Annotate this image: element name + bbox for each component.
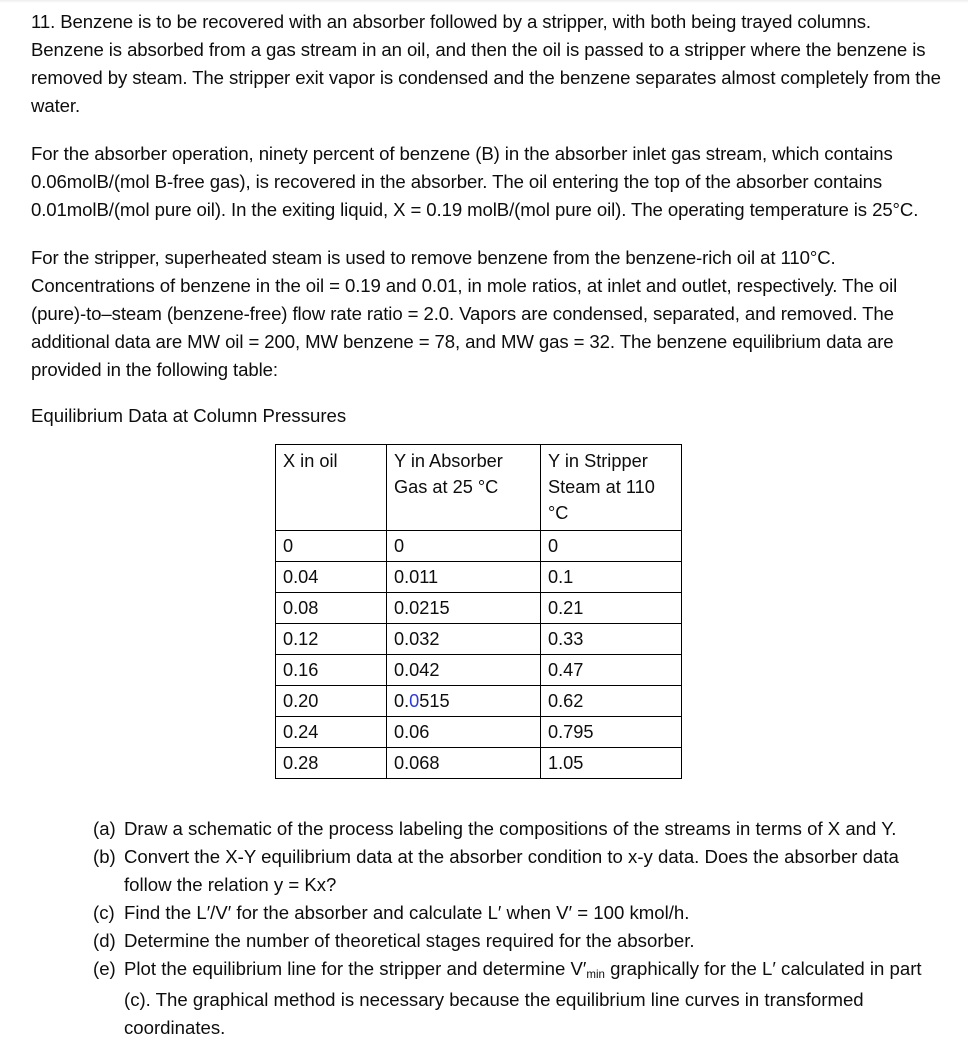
list-marker: (a) bbox=[93, 818, 116, 839]
problem-parts-list bbox=[31, 815, 945, 1042]
list-item-part-c bbox=[31, 899, 945, 927]
cell-y-stripper: 0.47 bbox=[541, 655, 682, 686]
list-marker: (d) bbox=[93, 930, 116, 951]
list-item-text: Draw a schematic of the process labeling the compositions of the streams in terms of X and Y. bbox=[124, 818, 897, 839]
cell-x: 0.12 bbox=[276, 624, 387, 655]
table-row bbox=[276, 655, 682, 686]
list-marker: (b) bbox=[93, 846, 116, 867]
table-row bbox=[276, 531, 682, 562]
table-row bbox=[276, 717, 682, 748]
cell-y-stripper: 0 bbox=[541, 531, 682, 562]
cell-y-absorber: 0.06 bbox=[387, 717, 541, 748]
header-line: Y in Absorber bbox=[394, 451, 503, 471]
table-row bbox=[276, 686, 682, 717]
list-item-part-a bbox=[31, 815, 945, 843]
paragraph-problem-statement: 11. Benzene is to be recovered with an absorber followed by a stripper, with both being trayed columns. Benzene is absorbed from a gas stream in an oil, and then the oil is passed to a stripper where the benzene is removed by steam. The stripper exit vapor is condensed and the benzene separates almost completely from the water. bbox=[31, 11, 941, 116]
highlighted-digit: 0 bbox=[409, 691, 420, 711]
header-line: Gas at 25 °C bbox=[394, 477, 499, 497]
cell-y-absorber: 0 bbox=[387, 531, 541, 562]
paragraph-stripper-conditions: For the stripper, superheated steam is used to remove benzene from the benzene-rich oil at 110°C. Concentrations of benzene in the oil = 0.19 and 0.01, in mole ratios, at inlet and outlet, respectively. The oil (pure)-to–steam (benzene-free) flow rate ratio = 2.0. Vapors are condensed, separated, and removed. The additional data are MW oil = 200, MW benzene = 78, and MW gas = 32. The benzene equilibrium data are provided in the following table: bbox=[31, 247, 898, 380]
cell-y-stripper: 0.21 bbox=[541, 593, 682, 624]
column-header-y-stripper bbox=[541, 445, 682, 531]
cell-y-stripper: 1.05 bbox=[541, 748, 682, 779]
header-line: Steam at 110 bbox=[548, 477, 655, 497]
list-marker: (c) bbox=[93, 902, 115, 923]
cell-y-stripper: 0.795 bbox=[541, 717, 682, 748]
table-row bbox=[276, 562, 682, 593]
list-item-part-b bbox=[31, 843, 945, 899]
cell-y-absorber: 0.0215 bbox=[387, 593, 541, 624]
list-item-part-e bbox=[31, 955, 945, 1042]
list-marker: (e) bbox=[93, 958, 116, 979]
equilibrium-data-table bbox=[275, 444, 682, 779]
cell-x: 0.04 bbox=[276, 562, 387, 593]
column-header-y-absorber bbox=[387, 445, 541, 531]
column-header-x-in-oil bbox=[276, 445, 387, 531]
equilibrium-table-wrapper bbox=[275, 444, 681, 779]
list-item-text: Plot the equilibrium line for the stripper and determine $V'_{min}$ graphically for the L′ calculated in part (c). The graphical method is necessary because the equilibrium line curves in transformed coordinates. bbox=[124, 958, 922, 1038]
table-caption: Equilibrium Data at Column Pressures bbox=[31, 405, 347, 426]
cell-x: 0.20 bbox=[276, 686, 387, 717]
cell-x: 0.24 bbox=[276, 717, 387, 748]
table-row bbox=[276, 748, 682, 779]
cell-y-absorber: 0.042 bbox=[387, 655, 541, 686]
paragraph-absorber-conditions: For the absorber operation, ninety percent of benzene (B) in the absorber inlet gas stream, which contains 0.06molB/(mol B-free gas), is recovered in the absorber. The oil entering the top of the absorber contains 0.01molB/(mol pure oil). In the exiting liquid, X = 0.19 molB/(mol pure oil). The operating temperature is 25°C. bbox=[31, 143, 919, 220]
subscript-min: min bbox=[586, 968, 605, 981]
list-item-text: Determine the number of theoretical stages required for the absorber. bbox=[124, 930, 695, 951]
table-header-row bbox=[276, 445, 682, 531]
cell-y-stripper: 0.33 bbox=[541, 624, 682, 655]
header-line: Y in Stripper bbox=[548, 451, 648, 471]
header-line: X in oil bbox=[283, 451, 338, 471]
cell-x: 0.16 bbox=[276, 655, 387, 686]
cell-y-absorber: 0.032 bbox=[387, 624, 541, 655]
cell-y-absorber: 0.011 bbox=[387, 562, 541, 593]
list-item-text: Convert the X-Y equilibrium data at the absorber condition to x-y data. Does the absorber data follow the relation y = Kx? bbox=[124, 846, 899, 895]
cell-y-stripper: 0.62 bbox=[541, 686, 682, 717]
cell-y-stripper: 0.1 bbox=[541, 562, 682, 593]
list-item-text: Find the L′/V′ for the absorber and calculate L′ when V′ = 100 kmol/h. bbox=[124, 902, 690, 923]
cell-x: 0.28 bbox=[276, 748, 387, 779]
cell-y-absorber-highlighted: 0.0515 bbox=[387, 686, 541, 717]
cell-x: 0.08 bbox=[276, 593, 387, 624]
cell-x: 0 bbox=[276, 531, 387, 562]
header-line: °C bbox=[548, 503, 569, 523]
cell-y-absorber: 0.068 bbox=[387, 748, 541, 779]
list-item-part-d bbox=[31, 927, 945, 955]
table-row bbox=[276, 624, 682, 655]
table-row bbox=[276, 593, 682, 624]
